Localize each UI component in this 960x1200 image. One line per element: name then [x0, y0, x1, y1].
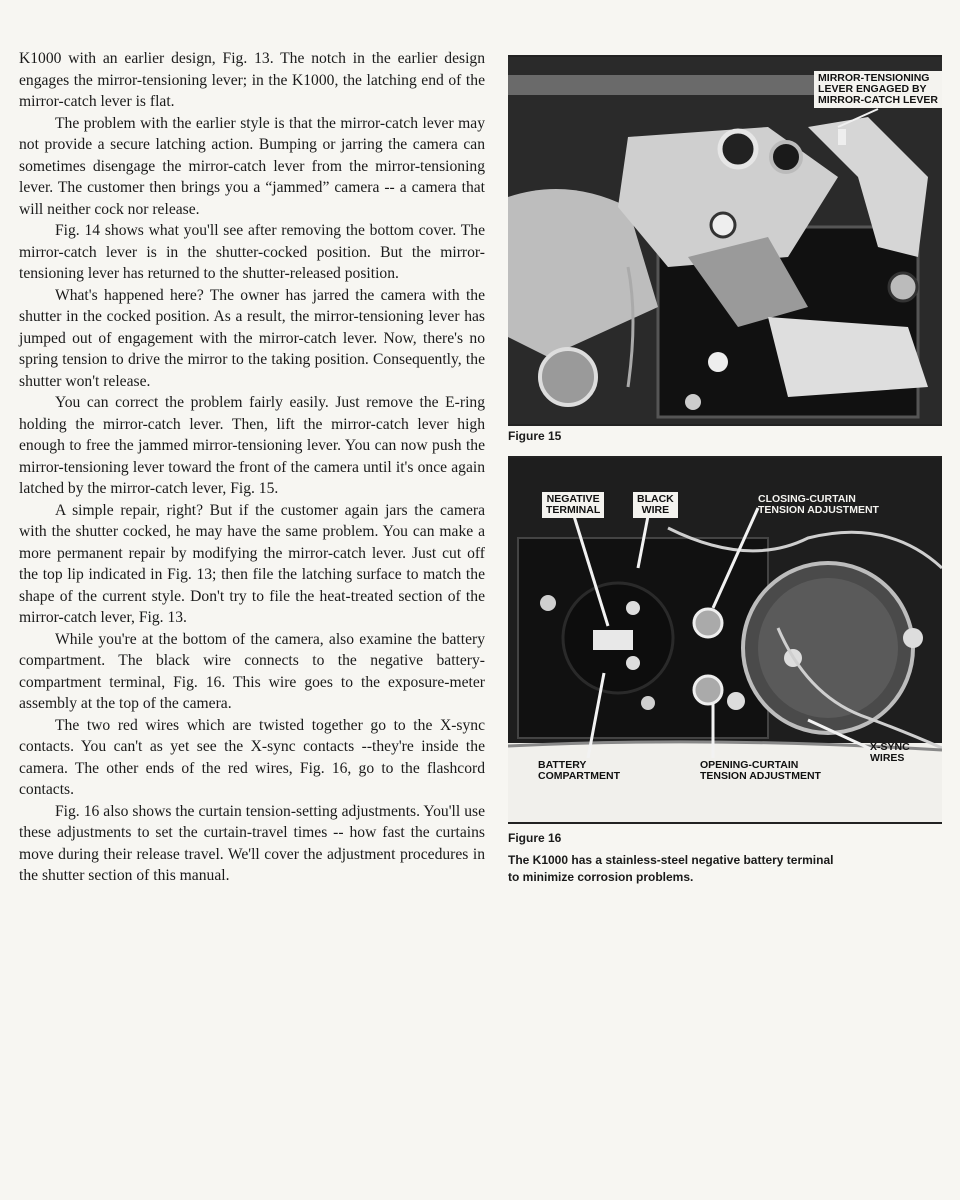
paragraph: What's happened here? The owner has jarred the camera with the shutter in the cocked position. As a result, the mirror-tensioning lever has jumped out of engagement with the mirror-catch lever. Now, there's no spring tension to drive the mirror to the taking position. Consequently, the shutter won't release. [19, 286, 485, 390]
figure-15-illustration [508, 57, 942, 424]
figure-15-label: Figure 15 [508, 429, 562, 443]
callout-closing-curtain-tension: CLOSING-CURTAIN TENSION ADJUSTMENT [758, 493, 879, 516]
figure-15-photo [508, 55, 942, 426]
paragraph: You can correct the problem fairly easily. Just remove the E-ring holding the mirror-catch lever. Then, lift the mirror-catch lever high enough to free the jammed mirror-tensioning lever. You can now push the mirror-tensioning lever toward the front of the camera until it's once again latched by the mirror-catch lever, Fig. 15. [19, 394, 485, 497]
callout-mirror-tensioning-lever: MIRROR-TENSIONING LEVER ENGAGED BY MIRROR-CATCH LEVER [814, 71, 942, 108]
callout-x-sync-wires: X-SYNC WIRES [870, 741, 910, 764]
figure-16-label: Figure 16 [508, 831, 562, 845]
paragraph: K1000 with an earlier design, Fig. 13. The notch in the earlier design engages the mirror-tensioning lever; in the K1000, the latching end of the mirror-catch lever is flat. [19, 50, 485, 110]
callout-opening-curtain-tension: OPENING-CURTAIN TENSION ADJUSTMENT [700, 759, 821, 782]
callout-negative-terminal: NEGATIVE TERMINAL [542, 492, 604, 518]
figure-16-photo [508, 456, 942, 824]
callout-black-wire: BLACK WIRE [633, 492, 678, 518]
callout-battery-compartment: BATTERY COMPARTMENT [538, 759, 621, 782]
paragraph: The problem with the earlier style is that the mirror-catch lever may not provide a secure latching action. Bumping or jarring the camera can sometimes disengage the mirror-catch lever from the mirror-tensioning lever. The customer then brings you a “jammed” camera -- a camera that will neither cock nor release. [19, 114, 485, 218]
paragraph: While you're at the bottom of the camera, also examine the battery compartment. The black wire connects to the negative battery-compartment terminal, Fig. 16. This wire goes to the exposure-meter assembly at the top of the camera. [19, 630, 485, 712]
figure-16-caption: The K1000 has a stainless-steel negative battery terminal to minimize corrosion problems. [508, 853, 834, 884]
paragraph: A simple repair, right? But if the customer again jars the camera with the shutter cocked, he may have the same problem. You can make a more permanent repair by modifying the mirror-catch lever. Just cut off the top lip indicated in Fig. 13; then file the latching surface to match the shape of the current style. Don't try to file the heat-treated section of the mirror-catch lever, Fig. 13. [19, 501, 485, 626]
body-text-column [19, 48, 485, 887]
paragraph: Fig. 14 shows what you'll see after removing the bottom cover. The mirror-catch lever is in the shutter-cocked position. But the mirror-tensioning lever has returned to the shutter-released position. [19, 222, 485, 282]
paragraph: The two red wires which are twisted together go to the X-sync contacts. You can't as yet see the X-sync contacts --they're inside the camera. The other ends of the red wires, Fig. 16, go to the flashcord contacts. [19, 716, 485, 798]
paragraph: Fig. 16 also shows the curtain tension-setting adjustments. You'll use these adjustments to set the curtain-travel times -- how fast the curtains move during their release travel. We'll cover the adjustment procedures in the shutter section of this manual. [19, 802, 485, 884]
